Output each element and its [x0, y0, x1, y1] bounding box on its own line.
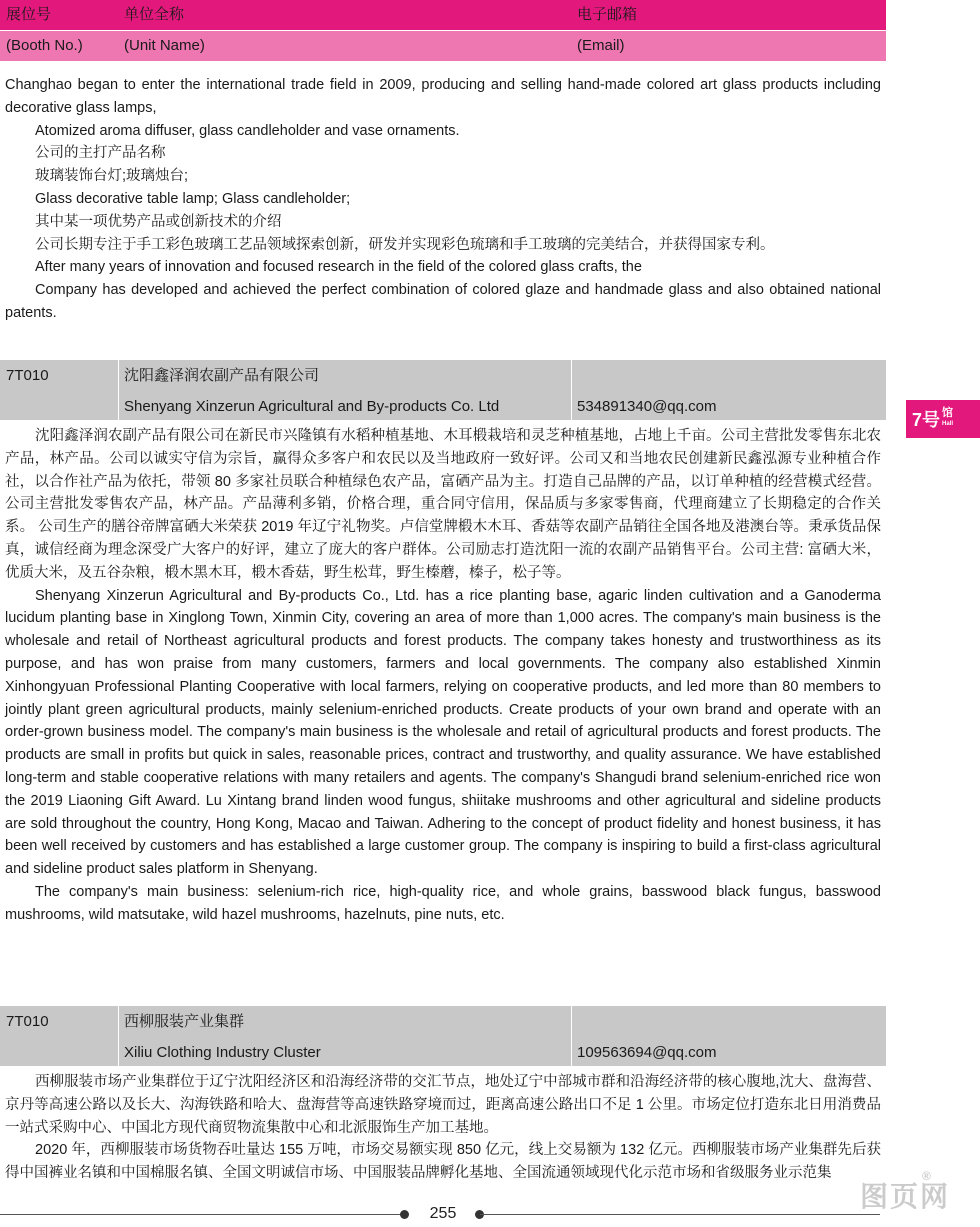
entry1-name-en: Shenyang Xinzerun Agricultural and By-products Co. Ltd — [124, 398, 500, 415]
intro-line: 其中某一项优势产品或创新技术的介绍 — [35, 213, 282, 230]
column-divider — [118, 360, 119, 420]
footer-rule-left — [0, 1214, 405, 1215]
entry1-header — [0, 360, 886, 420]
entry2-para-zh2: 2020 年，西柳服装市场货物吞吐量达 155 万吨，市场交易额实现 850 亿元，线上交易额为 132 亿元。西柳服装市场产业集群先后获得中国裤业名镇和中国棉服名镇、全国文明诚信市场、中国服装品牌孵化基地、全国流通领域现代化示范市场和省级服务业示范集 — [5, 1142, 881, 1182]
entry2-booth: 7T010 — [6, 1013, 49, 1030]
entry1-para-en: Shenyang Xinzerun Agricultural and By-products Co., Ltd. has a rice planting base, agaric linden cultivation and a Ganoderma lucidum planting base in Xinglong Town, Xinmin City, covering an area of more than 1,000 acres. The company's main business is the wholesale and retail of Northeast agricultural products and forest products. The company takes honesty and trustworthiness as its purpose, and has won praise from many customers, farmers and local governments. The company also established Xinmin Xinhongyuan Professional Planting Cooperative with local farmers, relying on cooperative products, and led more than 80 members to jointly plant green agricultural products, mainly selenium-enriched products. Create products of your own brand and operate with an order-grown business model. The company's main business is the wholesale and retail of agricultural products and forest products. The products are small in profits but quick in sales, reasonable prices, contract and trustworthy, and quality assurance. We have established long-term and stable cooperative relations with many retailers and agents. The company's Shangudi brand selenium-enriched rice won the 2019 Liaoning Gift Award. Lu Xintang brand linden wood fungus, shiitake mushrooms and other agricultural and sideline products are sold throughout the country, Hong Kong, Macao and Taiwan. Adhering to the concept of product fidelity and honest business, it has been well received by customers and has established a large customer group. The company is inspiring to build a first-class agricultural and sideline product sales platform in Shenyang. — [5, 587, 881, 878]
intro-line: Glass decorative table lamp; Glass candleholder; — [35, 190, 351, 207]
table-header-zh — [0, 0, 886, 30]
column-divider — [571, 1006, 572, 1066]
hall-number: 7号 — [912, 410, 941, 430]
hall-label: 馆 — [942, 407, 954, 419]
intro-block — [5, 74, 881, 325]
entry2-para-zh1: 西柳服装市场产业集群位于辽宁沈阳经济区和沿海经济带的交汇节点，地处辽宁中部城市群和沿海经济带的核心腹地,沈大、盘海营、京丹等高速公路以及长大、沟海铁路和哈大、盘海营等高速铁路穿境而过，距离高速公路出口不足 1 公里。市场定位打造东北日用消费品一站式采购中心、中国北方现代商贸物流集散中心和北派服饰生产加工基地。 — [5, 1074, 881, 1136]
column-divider — [571, 360, 572, 420]
entry2-email: 109563694@qq.com — [577, 1044, 717, 1061]
entry2-name-zh: 西柳服装产业集群 — [124, 1013, 245, 1030]
entry1-name-zh: 沈阳鑫泽润农副产品有限公司 — [124, 367, 320, 384]
hall-label-en: Hall — [942, 421, 954, 427]
entry2-header — [0, 1006, 886, 1066]
header-email-en: (Email) — [577, 37, 625, 54]
entry1-email: 534891340@qq.com — [577, 398, 717, 415]
intro-line: Atomized aroma diffuser, glass candleholder and vase ornaments. — [35, 122, 460, 139]
intro-line: 公司长期专注于手工彩色玻璃工艺品领域探索创新，研发并实现彩色琉璃和手工玻璃的完美结合，并获得国家专利。 — [35, 236, 775, 253]
header-unit-en: (Unit Name) — [124, 37, 205, 54]
intro-line: Changhao began to enter the international trade field in 2009, producing and selling hand-made colored art glass products including decorative glass lamps, — [5, 77, 881, 116]
header-booth-zh: 展位号 — [6, 6, 52, 23]
column-divider — [118, 1006, 119, 1066]
entry1-booth: 7T010 — [6, 367, 49, 384]
page-number: 255 — [429, 1205, 457, 1222]
intro-line: After many years of innovation and focused research in the field of the colored glass crafts, the — [35, 259, 642, 276]
intro-line: 玻璃装饰台灯;玻璃烛台; — [35, 168, 189, 185]
footer-rule-right — [480, 1214, 880, 1215]
entry2-body — [5, 1071, 881, 1189]
intro-line: 公司的主打产品名称 — [35, 145, 166, 162]
header-email-zh: 电子邮箱 — [577, 6, 638, 23]
entry2-name-en: Xiliu Clothing Industry Cluster — [124, 1044, 321, 1061]
watermark-logo: 图页网 ® — [860, 1169, 951, 1212]
header-unit-zh: 单位全称 — [124, 6, 185, 23]
hall-side-tab — [906, 400, 980, 438]
intro-line: Company has developed and achieved the perfect combination of colored glaze and handmade glass and also obtained national patents. — [5, 282, 881, 321]
header-booth-en: (Booth No.) — [6, 37, 83, 54]
entry1-para-zh: 沈阳鑫泽润农副产品有限公司在新民市兴隆镇有水稻种植基地、木耳椴栽培和灵芝种植基地，占地上千亩。公司主营批发零售东北农产品，林产品。公司以诚实守信为宗旨，赢得众多客户和农民以及当地政府一致好评。公司又和当地农民创建新民鑫泓源专业种植合作社，以合作社产品为依托，带领 80 多家社员联合种植绿色农产品，富硒产品为主。打造自己品牌的产品，以订单种植的经营模式经营。公司主营批发零售农产品，林产品。产品薄利多销，价格合理，重合同守信用，保品质与多家零售商，代理商建立了长期稳定的合作关系。 公司生产的膳谷帝牌富硒大米荣获 2019 年辽宁礼物奖。卢信堂牌椴木木耳、香菇等农副产品销往全国各地及港澳台等。秉承货品保真，诚信经商为理念深受广大客户的好评，建立了庞大的客户群体。公司励志打造沈阳一流的农副产品销售平台。公司主营: 富硒大米，优质大米，及五谷杂粮，椴木黑木耳，椴木香菇，野生松茸，野生榛蘑，榛子，松子等。 — [5, 428, 881, 581]
entry1-body — [5, 425, 881, 927]
entry1-para-en2: The company's main business: selenium-rich rice, high-quality rice, and whole grains, basswood black fungus, basswood mushrooms, wild matsutake, wild hazel mushrooms, hazelnuts, pine nuts, etc. — [5, 883, 881, 923]
table-header-en — [0, 31, 886, 61]
footer-dot-left — [400, 1210, 409, 1219]
